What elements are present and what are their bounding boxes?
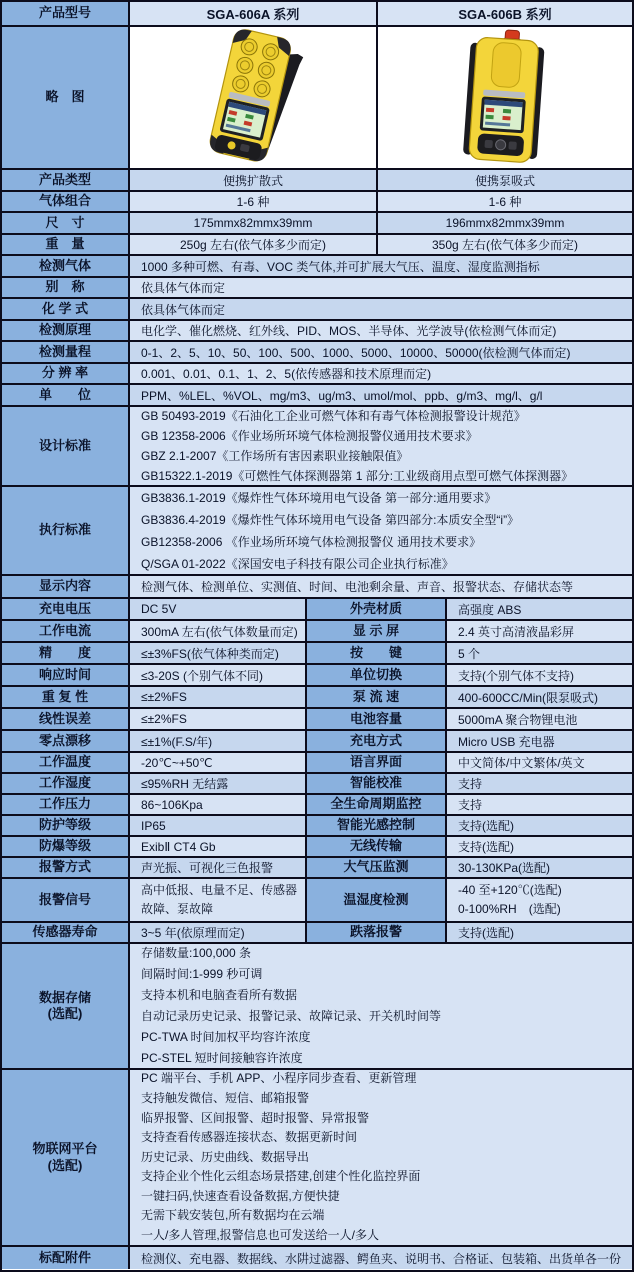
row-value: 检测仪、充电器、数据线、水阱过滤器、鳄鱼夹、说明书、合格证、包装箱、出货单各一份 xyxy=(130,1247,632,1269)
row-value: 3~5 年(依原理而定) xyxy=(130,923,307,944)
row-label: 精 度 xyxy=(2,643,130,665)
row-label-2: 全生命周期监控 xyxy=(307,795,447,816)
row-execution-standards xyxy=(2,487,632,576)
row-label: 工作温度 xyxy=(2,753,130,774)
value-a: 250g 左右(依气体多少而定) xyxy=(130,235,378,256)
standard-line: GB 50493-2019《石油化工企业可燃气体和有毒气体检测报警设计规范》 xyxy=(141,409,526,423)
value-b: 1-6 种 xyxy=(378,192,632,213)
row-iot-platform xyxy=(2,1070,632,1247)
value-line: -40 至+120℃(选配) xyxy=(458,882,562,897)
row-value-2: 5 个 xyxy=(447,643,632,665)
row-value-2: 支持(选配) xyxy=(447,837,632,858)
row-label: 产品类型 xyxy=(2,170,130,192)
feature-line: PC-TWA 时间加权平均容许浓度 xyxy=(141,1030,311,1044)
row-value: -20℃~+50℃ xyxy=(130,753,307,774)
row-label: 充电电压 xyxy=(2,599,130,621)
value-a: 175mmx82mmx39mm xyxy=(130,213,378,235)
row-zero-drift xyxy=(2,731,632,753)
label-product-model: 产品型号 xyxy=(2,2,130,27)
sga-606a-device-illustration xyxy=(153,29,353,166)
label-line: 数据存储 xyxy=(38,989,91,1005)
row-response-time xyxy=(2,665,632,687)
value-line: 0-100%RH (选配) xyxy=(458,902,561,916)
row-label: 零点漂移 xyxy=(2,731,130,753)
row-value: ≤±2%FS xyxy=(130,687,307,709)
row-value: 1000 多种可燃、有毒、VOC 类气体,并可扩展大气压、温度、湿度监测指标 xyxy=(130,256,632,278)
row-thumbnails xyxy=(2,27,632,170)
label-line: 物联网平台 xyxy=(32,1141,98,1157)
row-label-2: 电池容量 xyxy=(307,709,447,731)
row-value xyxy=(130,487,632,576)
row-value: 依具体气体而定 xyxy=(130,278,632,299)
row-value-2: 5000mA 聚合物锂电池 xyxy=(447,709,632,731)
row-label: 分 辨 率 xyxy=(2,364,130,385)
label-line: (选配) xyxy=(47,1006,83,1021)
feature-line: 存储数量:100,000 条 xyxy=(141,946,252,960)
feature-line: 无需下载安装包,所有数据均在云端 xyxy=(141,1208,325,1223)
row-value-2: 400-600CC/Min(限泵吸式) xyxy=(447,687,632,709)
row-value-2: 支持 xyxy=(447,795,632,816)
feature-line: 支持本机和电脑查看所有数据 xyxy=(141,988,298,1002)
row-alarm-mode xyxy=(2,858,632,879)
product-image-sga-606a xyxy=(130,27,378,170)
row-label-2: 温湿度检测 xyxy=(307,879,447,923)
row-label: 标配附件 xyxy=(2,1247,130,1269)
value-b: 350g 左右(依气体多少而定) xyxy=(378,235,632,256)
standard-line: GB12358-2006 《作业场所环境气体检测报警仪 通用技术要求》 xyxy=(141,534,482,549)
row-sensor-life xyxy=(2,923,632,944)
row-value-2: 2.4 英寸高清液晶彩屏 xyxy=(447,621,632,643)
row-working-current xyxy=(2,621,632,643)
row-protection-rating xyxy=(2,816,632,837)
row-label: 检测气体 xyxy=(2,256,130,278)
row-value: IP65 xyxy=(130,816,307,837)
row-alarm-signal xyxy=(2,879,632,923)
row-working-humidity xyxy=(2,774,632,795)
row-label: 防爆等级 xyxy=(2,837,130,858)
row-label-2: 按 键 xyxy=(307,643,447,665)
row-label-2: 无线传输 xyxy=(307,837,447,858)
row-data-storage xyxy=(2,944,632,1070)
row-detected-gases xyxy=(2,256,632,278)
row-label-2: 充电方式 xyxy=(307,731,447,753)
standard-line: GB15322.1-2019《可燃性气体探测器第 1 部分:工业级商用点型可燃气体探测器》 xyxy=(141,469,574,483)
row-value-2: 支持(个别气体不支持) xyxy=(447,665,632,687)
feature-line: 一键扫码,快速查看设备数据,方便快捷 xyxy=(141,1188,340,1203)
row-working-temperature xyxy=(2,753,632,774)
model-a-title: SGA-606A 系列 xyxy=(130,2,378,27)
row-label-2: 外壳材质 xyxy=(307,599,447,621)
row-value: ≤±1%(F.S/年) xyxy=(130,731,307,753)
row-value-2: Micro USB 充电器 xyxy=(447,731,632,753)
row-label: 线性误差 xyxy=(2,709,130,731)
value-a: 便携扩散式 xyxy=(130,170,378,192)
row-value: 0.001、0.01、0.1、1、2、5(依传感器和技术原理而定) xyxy=(130,364,632,385)
feature-line: 临界报警、区间报警、超时报警、异常报警 xyxy=(141,1110,370,1125)
row-value: ≤±3%FS(依气体种类而定) xyxy=(130,643,307,665)
row-label: 设计标准 xyxy=(2,407,130,487)
row-product-type xyxy=(2,170,632,192)
feature-line: 间隔时间:1-999 秒可调 xyxy=(141,967,263,981)
row-label-2: 单位切换 xyxy=(307,665,447,687)
row-value: 0-1、2、5、10、50、100、500、1000、5000、10000、50000(依检测气体而定) xyxy=(130,342,632,364)
row-alias xyxy=(2,278,632,299)
value-b: 便携泵吸式 xyxy=(378,170,632,192)
row-value-2: 中文简体/中文繁体/英文 xyxy=(447,753,632,774)
model-b-title: SGA-606B 系列 xyxy=(378,2,632,27)
row-standard-accessories xyxy=(2,1247,632,1269)
row-label: 重 量 xyxy=(2,235,130,256)
row-label: 别 称 xyxy=(2,278,130,299)
standard-line: GB3836.4-2019《爆炸性气体环境用电气设备 第四部分:本质安全型“i”》 xyxy=(141,512,520,527)
row-label-2: 显 示 屏 xyxy=(307,621,447,643)
row-label: 显示内容 xyxy=(2,576,130,599)
standard-line: GB3836.1-2019《爆炸性气体环境用电气设备 第一部分:通用要求》 xyxy=(141,490,497,505)
row-value: DC 5V xyxy=(130,599,307,621)
row-product-model xyxy=(2,2,632,27)
row-value: 电化学、催化燃烧、红外线、PID、MOS、半导体、光学波导(依检测气体而定) xyxy=(130,321,632,342)
row-value-2: 支持(选配) xyxy=(447,816,632,837)
row-label-2: 大气压监测 xyxy=(307,858,447,879)
row-label: 响应时间 xyxy=(2,665,130,687)
label-thumbnail: 略 图 xyxy=(2,27,130,170)
row-value-2: 30-130KPa(选配) xyxy=(447,858,632,879)
row-value: 依具体气体而定 xyxy=(130,299,632,321)
feature-line: 历史记录、历史曲线、数据导出 xyxy=(141,1149,310,1164)
row-value: PPM、%LEL、%VOL、mg/m3、ug/m3、umol/mol、ppb、g/m3、mg/l、g/l xyxy=(130,385,632,407)
row-label: 报警方式 xyxy=(2,858,130,879)
row-value-2 xyxy=(447,879,632,923)
row-label-2: 智能校准 xyxy=(307,774,447,795)
row-value-2: 支持(选配) xyxy=(447,923,632,944)
value-b: 196mmx82mmx39mm xyxy=(378,213,632,235)
row-value: ≤95%RH 无结露 xyxy=(130,774,307,795)
row-label: 检测量程 xyxy=(2,342,130,364)
row-label: 检测原理 xyxy=(2,321,130,342)
row-label: 气体组合 xyxy=(2,192,130,213)
row-working-pressure xyxy=(2,795,632,816)
feature-line: PC 端平台、手机 APP、小程序同步查看、更新管理 xyxy=(141,1071,417,1086)
row-accuracy xyxy=(2,643,632,665)
row-label: 工作压力 xyxy=(2,795,130,816)
row-label: 工作湿度 xyxy=(2,774,130,795)
standard-line: GB 12358-2006《作业场所环境气体检测报警仪通用技术要求》 xyxy=(141,429,478,443)
row-value: ≤±2%FS xyxy=(130,709,307,731)
row-label: 重 复 性 xyxy=(2,687,130,709)
row-label: 尺 寸 xyxy=(2,213,130,235)
row-design-standards xyxy=(2,407,632,487)
row-dimensions xyxy=(2,213,632,235)
row-label: 报警信号 xyxy=(2,879,130,923)
row-display-content xyxy=(2,576,632,599)
row-label-2: 语言界面 xyxy=(307,753,447,774)
product-image-sga-606b xyxy=(378,27,632,170)
value-a: 1-6 种 xyxy=(130,192,378,213)
row-value-2: 支持 xyxy=(447,774,632,795)
row-label-2: 泵 流 速 xyxy=(307,687,447,709)
row-explosion-proof-rating xyxy=(2,837,632,858)
feature-line: 支持触发微信、短信、邮箱报警 xyxy=(141,1090,310,1105)
row-gas-combination xyxy=(2,192,632,213)
row-value: 高中低报、电量不足、传感器故障、泵故障 xyxy=(130,879,307,923)
row-value xyxy=(130,944,632,1070)
row-label: 工作电流 xyxy=(2,621,130,643)
standard-line: Q/SGA 01-2022《深国安电子科技有限公司企业执行标准》 xyxy=(141,556,454,571)
row-weight xyxy=(2,235,632,256)
feature-line: 自动记录历史记录、报警记录、故障记录、开关机时间等 xyxy=(141,1009,442,1023)
feature-line: 支持企业个性化云组态场景搭建,创建个性化监控界面 xyxy=(141,1169,421,1184)
feature-line: PC-STEL 短时间接触容许浓度 xyxy=(141,1051,303,1065)
row-value: 86~106Kpa xyxy=(130,795,307,816)
row-label: 单 位 xyxy=(2,385,130,407)
row-detection-principle xyxy=(2,321,632,342)
row-label xyxy=(2,1070,130,1247)
row-label xyxy=(2,944,130,1070)
row-charging-voltage xyxy=(2,599,632,621)
row-value: 检测气体、检测单位、实测值、时间、电池剩余量、声音、报警状态、存储状态等 xyxy=(130,576,632,599)
row-value: ExibⅡ CT4 Gb xyxy=(130,837,307,858)
row-label: 防护等级 xyxy=(2,816,130,837)
row-label-2: 智能光感控制 xyxy=(307,816,447,837)
row-label: 执行标准 xyxy=(2,487,130,576)
sga-606b-device-illustration xyxy=(405,29,605,166)
row-repeatability xyxy=(2,687,632,709)
feature-line: 支持查看传感器连接状态、数据更新时间 xyxy=(141,1130,358,1145)
standard-line: GBZ 2.1-2007《工作场所有害因素职业接触限值》 xyxy=(141,449,409,463)
label-line: (选配) xyxy=(47,1157,83,1173)
row-label-2: 跌落报警 xyxy=(307,923,447,944)
row-linearity-error xyxy=(2,709,632,731)
row-detection-range xyxy=(2,342,632,364)
row-units xyxy=(2,385,632,407)
row-value xyxy=(130,1070,632,1247)
row-value: 声光振、可视化三色报警 xyxy=(130,858,307,879)
row-label: 传感器寿命 xyxy=(2,923,130,944)
feature-line: 一人/多人管理,报警信息也可发送给一人/多人 xyxy=(141,1228,380,1243)
row-value xyxy=(130,407,632,487)
row-value-2: 高强度 ABS xyxy=(447,599,632,621)
row-label: 化 学 式 xyxy=(2,299,130,321)
row-resolution xyxy=(2,364,632,385)
row-value: ≤3-20S (个别气体不同) xyxy=(130,665,307,687)
row-value: 300mA 左右(依气体数量而定) xyxy=(130,621,307,643)
row-chemical-formula xyxy=(2,299,632,321)
